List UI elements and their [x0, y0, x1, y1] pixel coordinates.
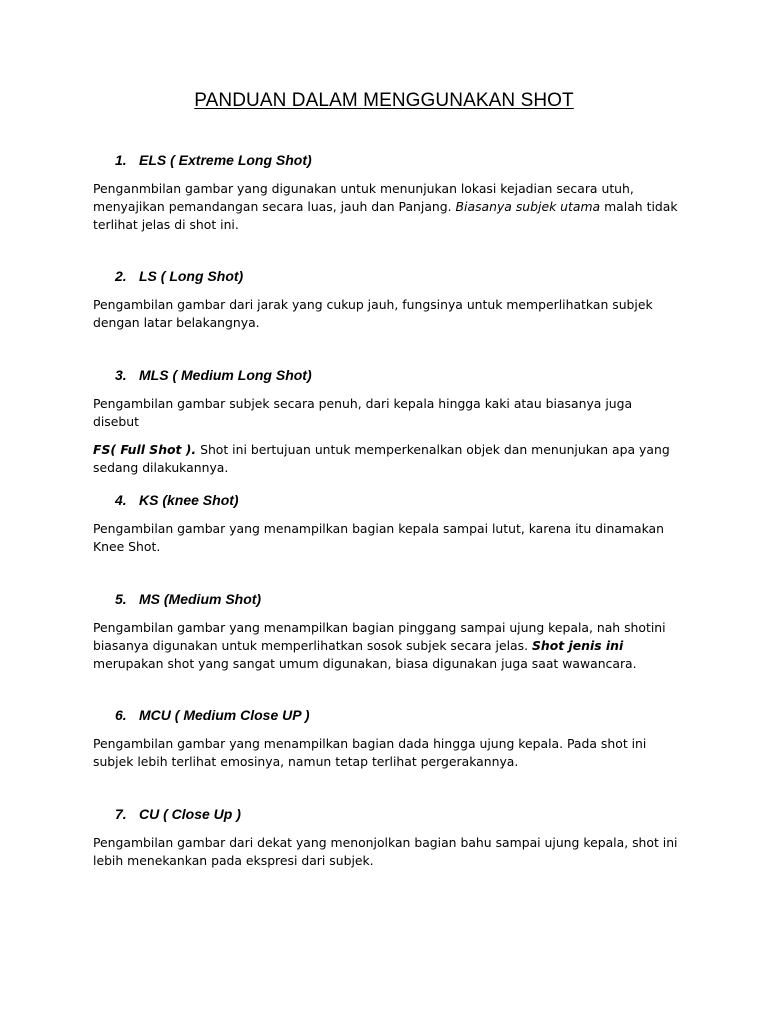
paragraph-text: Pengambilan gambar subjek secara penuh, dari kepala hingga kaki atau biasanya juga disebut: [93, 396, 633, 429]
section-heading: [93, 591, 678, 611]
section-heading: [93, 806, 678, 826]
paragraph-text: Pengambilan gambar yang menampilkan bagian kepala sampai lutut, karena itu dinamakan Knee Shot.: [93, 521, 665, 554]
paragraph-text: Pengambilan gambar dari jarak yang cukup jauh, fungsinya untuk memperlihatkan subjek dengan latar belakangnya.: [93, 297, 653, 330]
paragraph-text: Pengambilan gambar yang menampilkan bagian pinggang sampai ujung kepala, nah shotini biasanya digunakan untuk memperlihatkan sosok subjek secara jelas.: [93, 620, 666, 653]
section-paragraph: [93, 441, 678, 477]
paragraph-text: malah tidak terlihat jelas di shot ini.: [93, 199, 678, 232]
section-cu: [93, 806, 678, 870]
section-paragraph: [93, 395, 678, 431]
section-mcu: [93, 707, 678, 771]
section-title: MCU ( Medium Close UP ): [139, 707, 310, 723]
section-title: ELS ( Extreme Long Shot): [139, 152, 312, 168]
paragraph-emphasis: FS( Full Shot ).: [93, 442, 197, 457]
section-paragraph: [93, 296, 678, 332]
paragraph-text: Pengambilan gambar yang menampilkan bagian dada hingga ujung kepala. Pada shot ini subjek lebih terlihat emosinya, namun tetap terlihat pergerakannya.: [93, 736, 647, 769]
section-title: CU ( Close Up ): [139, 806, 241, 822]
section-heading: [93, 268, 678, 288]
section-els: [93, 152, 678, 234]
section-heading: [93, 367, 678, 387]
section-heading: [93, 492, 678, 512]
section-title: MS (Medium Shot): [139, 591, 262, 607]
section-title: LS ( Long Shot): [139, 268, 244, 284]
paragraph-emphasis: Biasanya subjek utama: [455, 199, 601, 214]
section-heading: [93, 707, 678, 727]
page-title: PANDUAN DALAM MENGGUNAKAN SHOT: [194, 90, 574, 111]
section-ks: [93, 492, 678, 556]
section-heading: [93, 152, 678, 172]
section-number: 3.: [115, 367, 127, 383]
paragraph-text: merupakan shot yang sangat umum digunakan, biasa digunakan juga saat wawancara.: [93, 656, 637, 671]
section-number: 2.: [115, 268, 127, 284]
paragraph-text: Shot ini bertujuan untuk memperkenalkan objek dan menunjukan apa yang sedang dilakukannya.: [93, 442, 670, 475]
section-number: 4.: [115, 492, 127, 508]
section-title: KS (knee Shot): [139, 492, 239, 508]
section-ms: [93, 591, 678, 673]
section-paragraph: [93, 735, 678, 771]
section-title: MLS ( Medium Long Shot): [139, 367, 312, 383]
paragraph-text: Pengambilan gambar dari dekat yang menonjolkan bagian bahu sampai ujung kepala, shot ini lebih menekankan pada ekspresi dari subjek.: [93, 835, 678, 868]
section-paragraph: [93, 619, 678, 673]
section-ls: [93, 268, 678, 332]
section-number: 6.: [115, 707, 127, 723]
section-number: 1.: [115, 152, 127, 168]
section-mls: [93, 367, 678, 477]
paragraph-emphasis: Shot jenis ini: [531, 638, 624, 653]
section-paragraph: [93, 520, 678, 556]
section-paragraph: [93, 834, 678, 870]
section-number: 5.: [115, 591, 127, 607]
paragraph-text: Penganmbilan gambar yang digunakan untuk menunjukan lokasi kejadian secara utuh, menyajikan pemandangan secara luas, jauh dan Panjang.: [93, 181, 634, 214]
section-paragraph: [93, 180, 678, 234]
section-number: 7.: [115, 806, 127, 822]
